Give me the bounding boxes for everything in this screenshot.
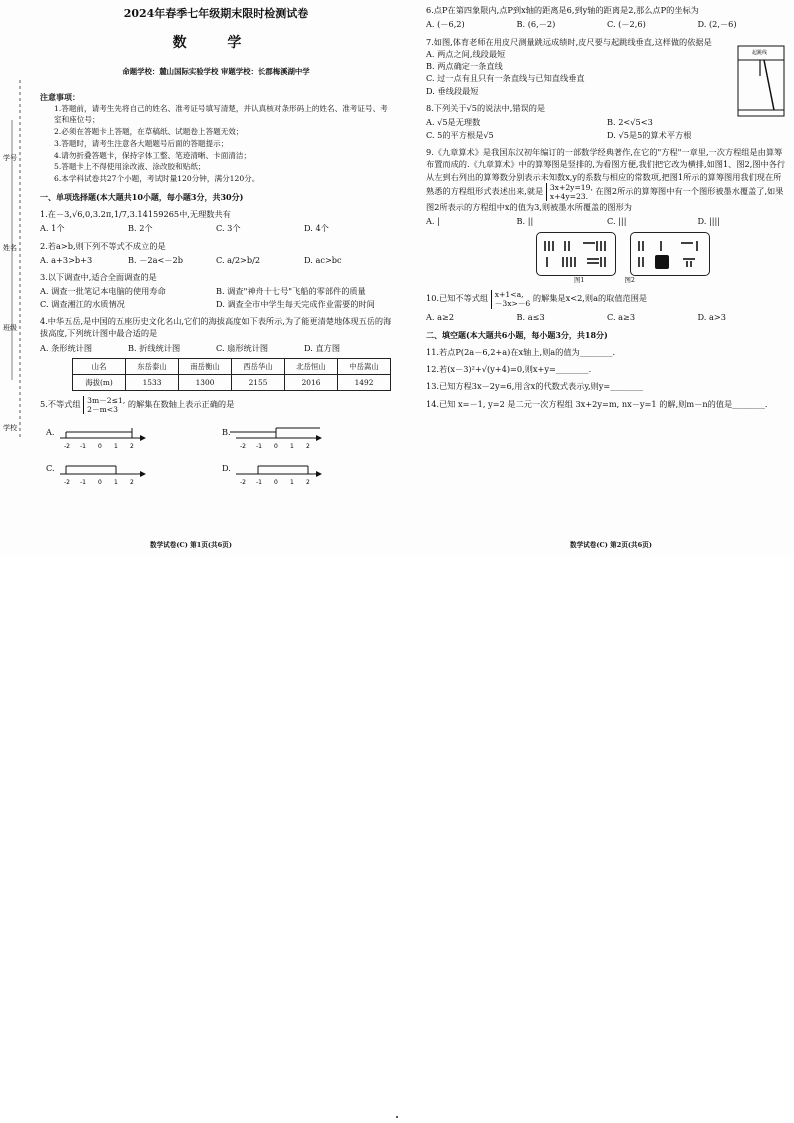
option-c: C. 调查湘江的水质情况 xyxy=(40,298,125,309)
option-a: A. xyxy=(46,427,55,438)
svg-text:学校: 学校 xyxy=(3,424,17,432)
fill-blank-11: 11.若点P(2a－6,2+a)在x轴上,则a的值为________. xyxy=(426,346,616,357)
left-column xyxy=(40,4,392,492)
tick-label: 0 xyxy=(98,479,102,487)
table-header: 南岳衡山 xyxy=(179,358,232,374)
svg-text:学号: 学号 xyxy=(3,154,17,162)
long-jump-figure-icon xyxy=(734,40,788,120)
option-b: B. 两点确定一条直线 xyxy=(426,61,503,72)
note-item: 1.答题前，请考生先将自己的姓名、准考证号填写清楚，并认真核对条形码上的姓名、准考证号、考室和座位号； xyxy=(54,103,388,125)
number-line-option-b xyxy=(216,420,392,456)
footer-right: 数学试卷(C) 第2页(共6页) xyxy=(570,541,652,549)
tick-label: -2 xyxy=(240,479,246,487)
tick-label: 2 xyxy=(306,479,310,487)
note-item: 3.答题时，请考生注意各大题题号后面的答题提示； xyxy=(54,138,229,148)
option-a: A. a+3>b+3 xyxy=(40,254,93,265)
table-header: 中岳嵩山 xyxy=(338,358,391,374)
exam-credit: 命题学校：麓山国际实验学校 审题学校：长郡梅溪湖中学 xyxy=(122,66,310,76)
number-line-option-d xyxy=(216,456,392,492)
option-a: A. 两点之间,线段最短 xyxy=(426,48,506,59)
option-a: A. 调查一批笔记本电脑的使用寿命 xyxy=(40,286,166,297)
question-stem: 8.下列关于√5的说法中,错误的是 xyxy=(426,103,546,114)
note-item: 5.答题卡上不得使用涂改液、涂改胶和贴纸； xyxy=(54,162,206,172)
option-d: D. |||| xyxy=(697,216,721,227)
table-cell: 1492 xyxy=(338,375,391,391)
option-c: C. xyxy=(46,463,55,474)
binding-line-icon xyxy=(0,80,36,440)
question-2 xyxy=(40,240,392,267)
exam-title: 2024年春季七年级期末限时检测试卷 xyxy=(123,7,309,20)
note-item: 2.必须在答题卡上答题，在草稿纸、试题卷上答题无效； xyxy=(54,127,244,137)
svg-text:班级: 班级 xyxy=(3,324,17,332)
option-c: C. 3个 xyxy=(216,223,241,234)
system-line: 3x+2y=19, xyxy=(549,182,593,192)
fill-blank-14: 14.已知 x=－1, y=2 是二元一次方程组 3x+2y=m, nx－y=1 的解,则m－n的值是________. xyxy=(426,398,768,409)
question-stem: 1.在－3,√6,0,3.2π,1/7,3.14159265中,无理数共有 xyxy=(40,208,231,219)
table-row xyxy=(73,375,391,391)
table-header: 西岳华山 xyxy=(232,358,285,374)
tick-label: 1 xyxy=(290,479,294,487)
table-header-row xyxy=(73,358,391,374)
section-heading: 一、单项选择题(本大题共10小题，每小题3分，共30分) xyxy=(40,191,244,202)
number-line-option-c xyxy=(40,456,216,492)
option-c: C. a≥3 xyxy=(607,311,636,322)
table-cell: 1533 xyxy=(126,375,179,391)
tick-label: -1 xyxy=(256,479,262,487)
tick-label: 2 xyxy=(306,443,310,451)
option-b: B. 调查"神舟十七号"飞船的零部件的质量 xyxy=(216,286,366,297)
table-header: 山名 xyxy=(73,358,126,374)
option-b: B. 2<√5<3 xyxy=(607,117,653,128)
question-stem-tail: 在图2所示的算筹图中有一个图形被墨水覆盖了,如果图2所表示的方程组中x的值为3,则被墨水所覆盖的图形为 xyxy=(426,185,784,213)
right-column xyxy=(426,4,788,410)
question-stem: 5.不等式组 xyxy=(40,399,81,410)
tick-label: -1 xyxy=(80,479,86,487)
question-stem: 4.中华五岳,是中国的五座历史文化名山,它们的海拔高度如下表所示,为了能更清楚地体现五岳的海拔高度,下列统计图中最合适的是 xyxy=(40,316,392,339)
table-cell: 海拔(m) xyxy=(73,375,126,391)
table-cell: 2016 xyxy=(285,375,338,391)
exam-sheet xyxy=(0,0,794,555)
option-d: D. (2,－6) xyxy=(697,19,737,30)
option-d: D. 垂线段最短 xyxy=(426,85,479,96)
figure-caption: 图2 xyxy=(624,275,635,284)
question-stem: 6.点P在第四象限内,点P到x轴的距离是6,到y轴的距离是2,那么点P的坐标为 xyxy=(426,5,699,15)
svg-text:姓名: 姓名 xyxy=(3,244,17,252)
system-line: 2－m<3 xyxy=(87,405,118,415)
tick-label: -2 xyxy=(64,479,70,487)
inequality-system xyxy=(491,290,531,308)
option-b: B. 2个 xyxy=(128,223,153,234)
question-6 xyxy=(426,4,788,31)
option-c: C. ||| xyxy=(607,216,627,227)
table-header: 北岳恒山 xyxy=(285,358,338,374)
counting-rod-figure-1 xyxy=(536,232,616,276)
system-line: x+4y=23. xyxy=(549,191,589,201)
number-line-d-icon xyxy=(216,456,386,492)
option-b: B. a≤3 xyxy=(516,311,545,322)
question-4 xyxy=(40,315,392,391)
question-stem-tail: 的解集在数轴上表示正确的是 xyxy=(127,399,235,410)
option-b: B. (6,－2) xyxy=(516,19,556,30)
number-line-b-icon xyxy=(216,420,386,456)
question-7 xyxy=(426,36,788,97)
system-line: 3m－2≤1, xyxy=(87,396,126,406)
tick-label: 0 xyxy=(274,443,278,451)
option-d: D. a>3 xyxy=(697,311,726,322)
figure-label: 起跳线 xyxy=(752,49,768,56)
question-stem: 9.《九章算术》是我国东汉初年编订的一部数学经典著作,在它的"方程"一章里,一次方程组是由算筹布置而成的.《九章算术》中的算筹图是竖排的,为看图方便,我们把它改为横排,如图1、图2,图中各行从左到右列出的算筹数分别表示未知数x,y的系数与相应的常数项,把图1所示的算筹图用我们现在所熟悉的方程组形式表述出来,就是 xyxy=(426,146,786,196)
option-d: D. 调查全市中学生每天完成作业需要的时间 xyxy=(216,298,375,309)
tick-label: 0 xyxy=(274,479,278,487)
question-stem: 7.如图,体育老师在用皮尺测量跳远成绩时,皮尺要与起跳线垂直,这样做的依据是 xyxy=(426,36,712,47)
ink-blot xyxy=(655,255,669,269)
question-stem: 10.已知不等式组 xyxy=(426,293,489,304)
option-d: D. xyxy=(222,463,231,474)
fill-blank-12: 12.若(x－3)²+√(y+4)=0,则x+y=________. xyxy=(426,364,592,375)
note-item: 6.本学科试卷共27个小题，考试时量120分钟，满分120分。 xyxy=(54,174,260,184)
question-10 xyxy=(426,290,788,323)
option-a: A. √5是无理数 xyxy=(426,117,481,128)
exam-subject: 数 学 xyxy=(172,34,260,51)
table-cell: 1300 xyxy=(179,375,232,391)
footer-left: 数学试卷(C) 第1页(共6页) xyxy=(150,541,232,549)
counting-rod-figures xyxy=(426,232,788,276)
inequality-system xyxy=(83,396,125,414)
figure-caption: 图1 xyxy=(574,275,585,284)
tick-label: 1 xyxy=(114,443,118,451)
tick-label: -2 xyxy=(64,443,70,451)
note-item: 4.请勿折叠答题卡，保持字体工整、笔迹清晰、卡面清洁； xyxy=(54,150,252,160)
question-9 xyxy=(426,146,788,285)
option-b: B. xyxy=(222,427,231,438)
option-b: B. 折线统计图 xyxy=(128,342,181,353)
option-a: A. | xyxy=(426,216,440,227)
tick-label: -1 xyxy=(80,443,86,451)
option-b: B. || xyxy=(516,216,534,227)
tick-label: 2 xyxy=(130,443,134,451)
mountain-table xyxy=(72,358,391,391)
question-5 xyxy=(40,396,392,492)
option-d: D. 直方图 xyxy=(304,342,341,353)
number-line-options xyxy=(40,420,392,492)
counting-rod-figure-2 xyxy=(630,232,710,276)
option-a: A. 条形统计图 xyxy=(40,342,93,353)
option-c: C. 5的平方根是√5 xyxy=(426,129,494,140)
option-d: D. ac>bc xyxy=(304,254,342,265)
option-a: A. 1个 xyxy=(40,223,65,234)
option-c: C. 过一点有且只有一条直线与已知直线垂直 xyxy=(426,73,585,84)
system-line: x+1<a, xyxy=(494,290,524,300)
option-b: B. －2a<－2b xyxy=(128,254,183,265)
binding-margin xyxy=(0,80,36,440)
table-header: 东岳泰山 xyxy=(126,358,179,374)
option-c: C. a/2>b/2 xyxy=(216,254,261,265)
number-line-a-icon xyxy=(40,420,210,456)
tick-label: 1 xyxy=(290,443,294,451)
question-stem: 2.若a>b,则下列不等式不成立的是 xyxy=(40,240,166,251)
option-d: D. √5是5的算术平方根 xyxy=(607,129,692,140)
question-stem: 3.以下调查中,适合全面调查的是 xyxy=(40,272,157,283)
fill-blank-13: 13.已知方程3x－2y=6,用含x的代数式表示y,则y=________ xyxy=(426,381,643,392)
section-heading: 二、填空题(本大题共6小题，每小题3分，共18分) xyxy=(426,329,608,340)
question-3 xyxy=(40,271,392,310)
tick-label: -1 xyxy=(256,443,262,451)
tick-label: 0 xyxy=(98,443,102,451)
number-line-option-a xyxy=(40,420,216,456)
system-line: －3x>－6 xyxy=(494,299,531,309)
tick-label: -2 xyxy=(240,443,246,451)
page-mark xyxy=(396,1116,398,1118)
option-a: A. (－6,2) xyxy=(426,19,465,30)
option-c: C. 扇形统计图 xyxy=(216,342,269,353)
counting-rods-1-icon xyxy=(537,233,615,275)
tick-label: 2 xyxy=(130,479,134,487)
equation-system xyxy=(546,183,593,201)
option-d: D. 4个 xyxy=(304,223,329,234)
question-stem-tail: 的解集是x<2,则a的取值范围是 xyxy=(532,293,648,304)
table-cell: 2155 xyxy=(232,375,285,391)
tick-label: 1 xyxy=(114,479,118,487)
number-line-c-icon xyxy=(40,456,210,492)
question-1 xyxy=(40,208,392,235)
notes-heading: 注意事项： xyxy=(40,91,80,102)
option-a: A. a≥2 xyxy=(426,311,455,322)
option-c: C. (－2,6) xyxy=(607,19,646,30)
counting-rods-2-icon xyxy=(631,233,709,275)
